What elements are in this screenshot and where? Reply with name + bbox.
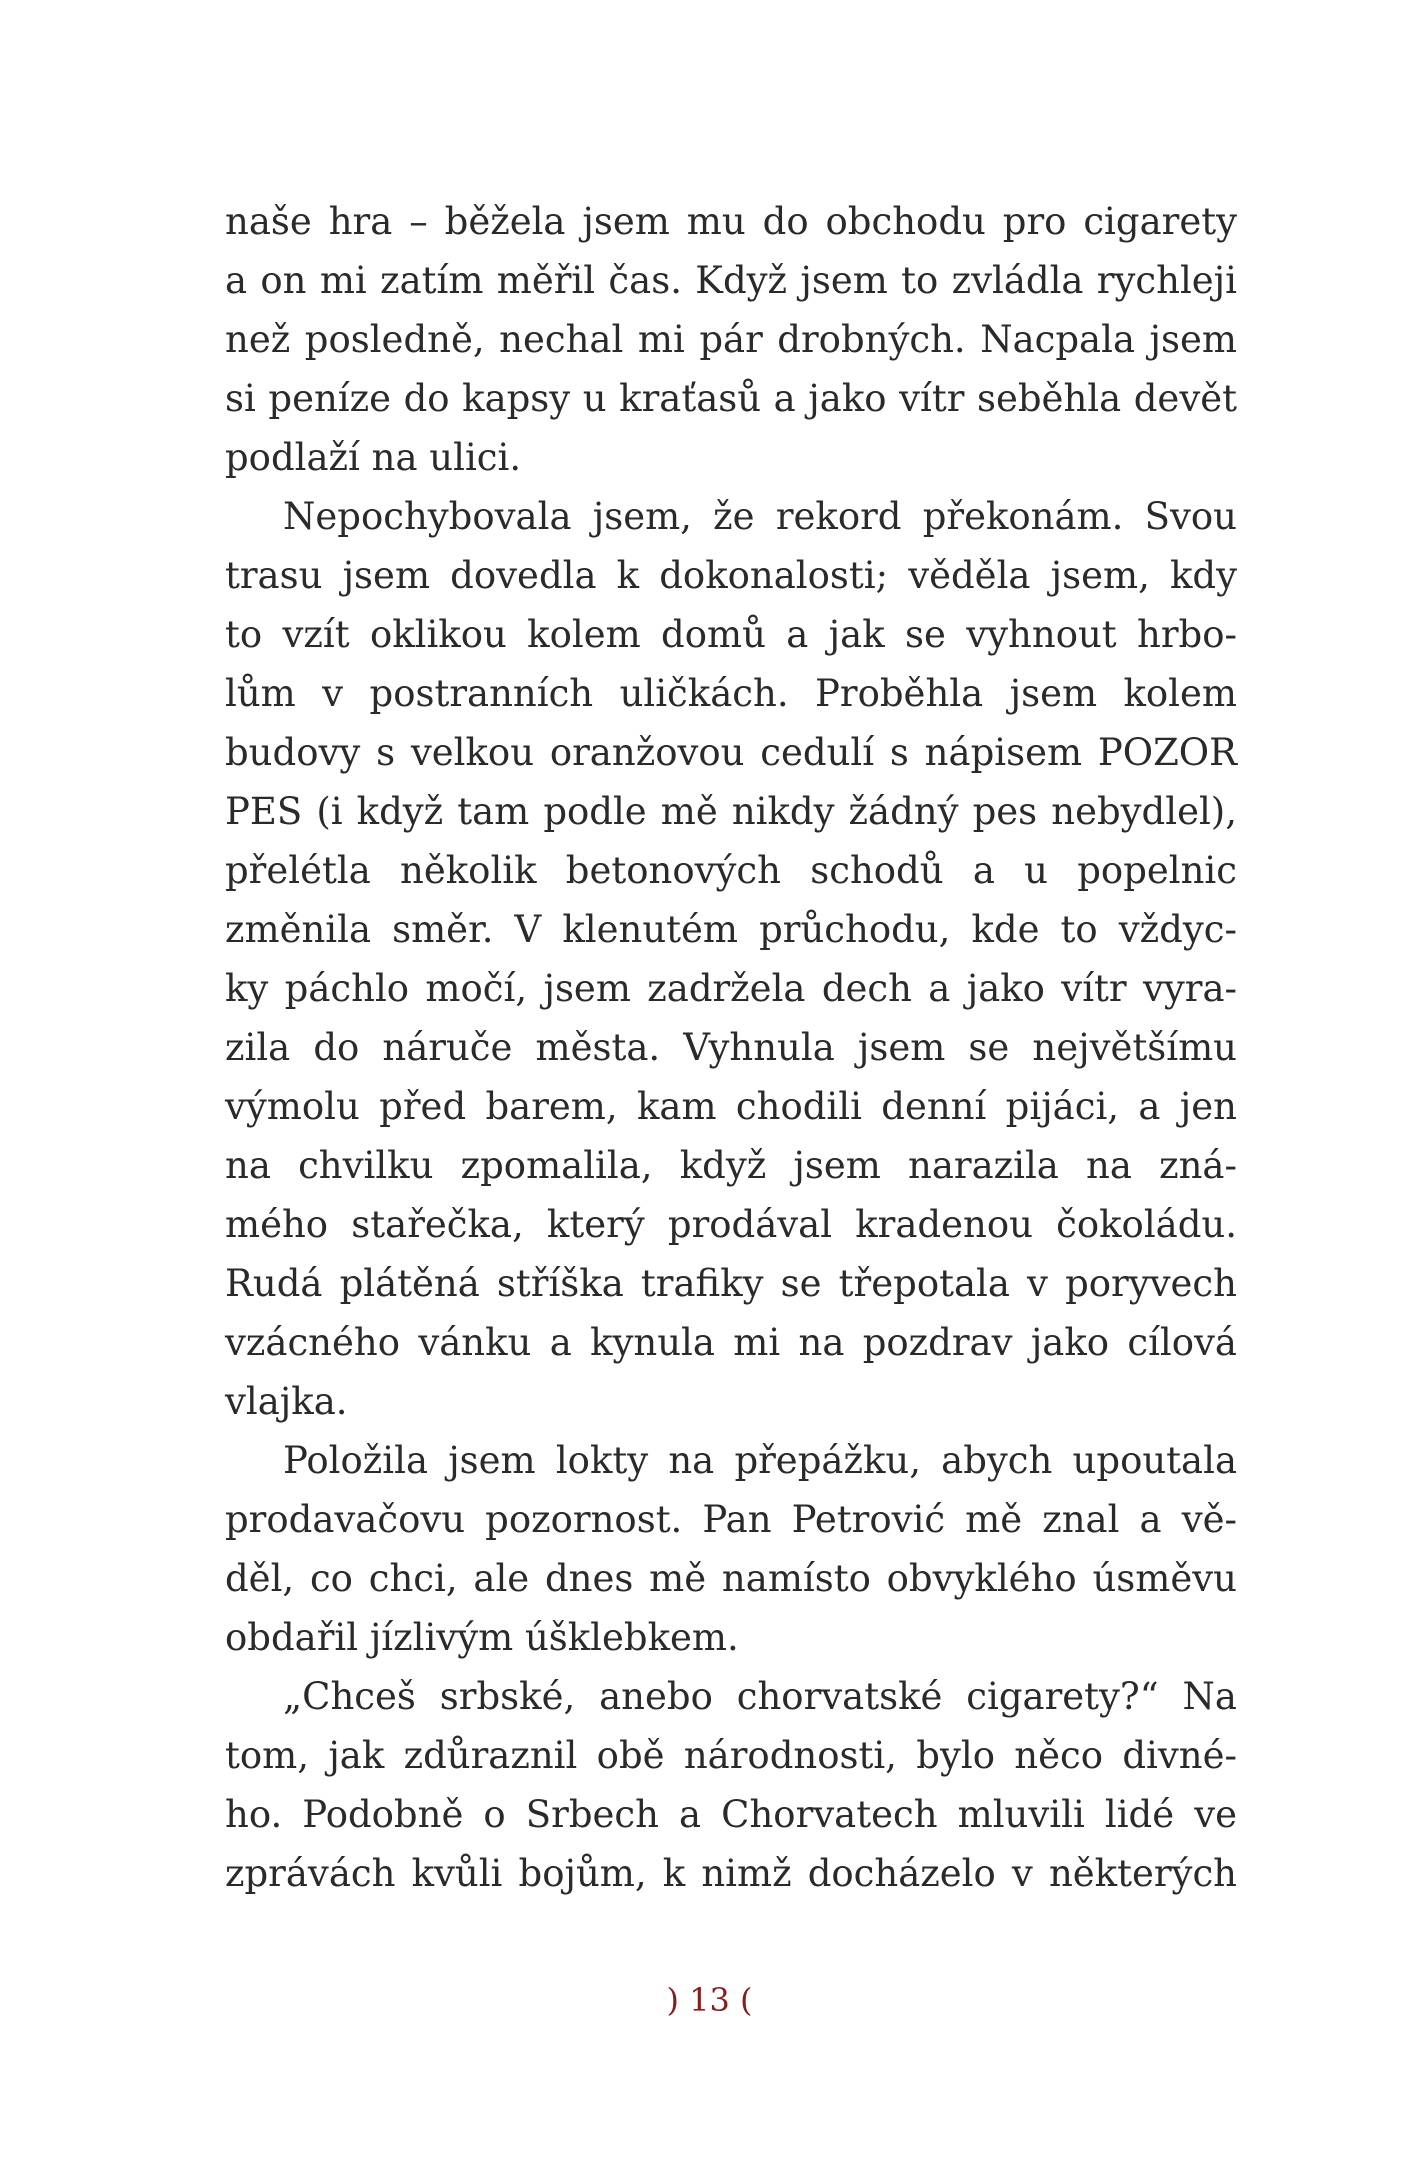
text-line: vzácného vánku a kynula mi na pozdrav jako cílová xyxy=(225,1321,1237,1364)
text-line: než posledně, nechal mi pár drobných. Nacpala jsem xyxy=(225,318,1237,361)
text-line: a on mi zatím měřil čas. Když jsem to zvládla rychleji xyxy=(225,259,1237,302)
paragraph xyxy=(225,1667,1237,1903)
text-line: na chvilku zpomalila, když jsem narazila na zná- xyxy=(225,1144,1237,1187)
text-line: výmolu před barem, kam chodili denní pijáci, a jen xyxy=(225,1085,1237,1128)
text-line: přelétla několik betonových schodů a u popelnic xyxy=(225,849,1237,892)
paragraph xyxy=(225,1431,1237,1667)
text-line: „Chceš srbské, anebo chorvatské cigarety?“ Na xyxy=(283,1675,1237,1718)
text-line: Položila jsem lokty na přepážku, abych upoutala xyxy=(283,1439,1237,1482)
text-line: Nepochybovala jsem, že rekord překonám. Svou xyxy=(283,495,1237,538)
paragraph xyxy=(225,192,1237,487)
text-line: vlajka. xyxy=(225,1380,348,1423)
text-line: ho. Podobně o Srbech a Chorvatech mluvili lidé ve xyxy=(225,1793,1237,1836)
text-line: to vzít oklikou kolem domů a jak se vyhnout hrbo- xyxy=(225,613,1237,656)
text-line: budovy s velkou oranžovou cedulí s nápisem POZOR xyxy=(225,731,1237,774)
body-text xyxy=(225,192,1237,1903)
text-line: obdařil jízlivým úšklebkem. xyxy=(225,1616,739,1659)
text-line: si peníze do kapsy u kraťasů a jako vítr seběhla devět xyxy=(225,377,1237,420)
text-line: mého stařečka, který prodával kradenou čokoládu. xyxy=(225,1203,1237,1246)
paragraph xyxy=(225,487,1237,1431)
text-line: PES (i když tam podle mě nikdy žádný pes nebydlel), xyxy=(225,790,1237,833)
text-line: změnila směr. V klenutém průchodu, kde to vždyc- xyxy=(225,908,1237,951)
text-line: lům v postranních uličkách. Proběhla jsem kolem xyxy=(225,672,1237,715)
text-line: zprávách kvůli bojům, k nimž docházelo v některých xyxy=(225,1852,1237,1895)
text-line: tom, jak zdůraznil obě národnosti, bylo něco divné- xyxy=(225,1734,1237,1777)
page-number: ) 13 ( xyxy=(666,1981,753,2019)
text-line: děl, co chci, ale dnes mě namísto obvyklého úsměvu xyxy=(225,1557,1237,1600)
text-line: prodavačovu pozornost. Pan Petrović mě znal a vě- xyxy=(225,1498,1237,1541)
text-line: naše hra – běžela jsem mu do obchodu pro cigarety xyxy=(225,200,1237,243)
text-line: podlaží na ulici. xyxy=(225,436,522,479)
text-line: ky páchlo močí, jsem zadržela dech a jako vítr vyra- xyxy=(225,967,1237,1010)
text-line: trasu jsem dovedla k dokonalosti; věděla jsem, kdy xyxy=(225,554,1237,597)
text-line: Rudá plátěná stříška trafiky se třepotala v poryvech xyxy=(225,1262,1237,1305)
text-line: zila do náruče města. Vyhnula jsem se největšímu xyxy=(225,1026,1237,1069)
